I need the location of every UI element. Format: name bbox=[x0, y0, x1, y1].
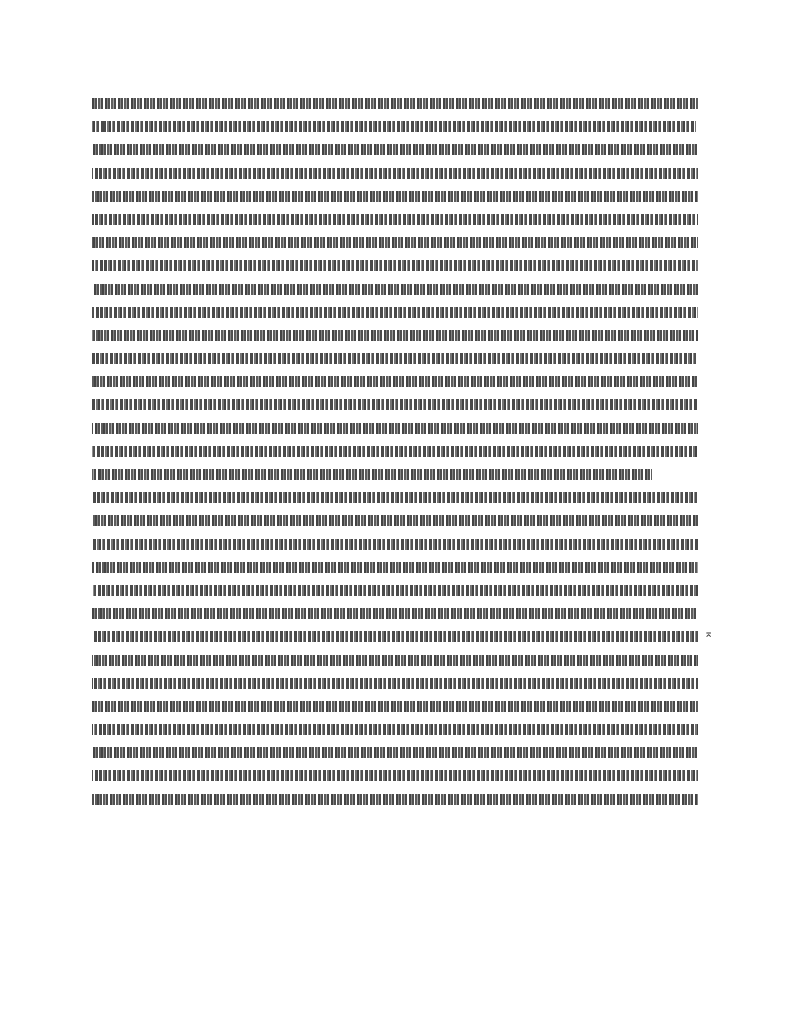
text-line bbox=[92, 607, 700, 620]
text-glyph-run bbox=[92, 678, 698, 689]
text-line bbox=[92, 561, 700, 574]
text-line bbox=[92, 167, 700, 180]
text-glyph-run bbox=[92, 539, 698, 550]
text-glyph-run bbox=[92, 376, 698, 387]
text-glyph-run bbox=[92, 469, 652, 480]
text-line bbox=[92, 422, 700, 435]
text-line bbox=[92, 769, 700, 782]
body-text-block bbox=[92, 97, 700, 816]
text-glyph-run bbox=[92, 191, 698, 202]
text-line bbox=[92, 630, 700, 643]
text-line bbox=[92, 190, 700, 203]
text-glyph-run bbox=[92, 121, 696, 132]
text-glyph-run bbox=[92, 284, 698, 295]
text-glyph-run bbox=[92, 307, 698, 318]
text-glyph-run bbox=[92, 770, 698, 781]
text-glyph-run bbox=[92, 747, 698, 758]
text-line bbox=[92, 329, 700, 342]
text-glyph-run bbox=[92, 168, 698, 179]
text-glyph-run bbox=[92, 492, 698, 503]
text-line bbox=[92, 538, 700, 551]
margin-mark: ⌅ bbox=[704, 627, 714, 640]
text-line bbox=[92, 97, 700, 110]
text-line bbox=[92, 398, 700, 411]
text-glyph-run bbox=[92, 353, 698, 364]
text-glyph-run bbox=[92, 423, 698, 434]
text-glyph-run bbox=[92, 237, 698, 248]
text-line bbox=[92, 491, 700, 504]
text-glyph-run bbox=[92, 701, 698, 712]
text-glyph-run bbox=[92, 330, 698, 341]
text-glyph-run bbox=[92, 144, 698, 155]
text-glyph-run bbox=[92, 399, 698, 410]
text-line bbox=[92, 677, 700, 690]
text-line bbox=[92, 306, 700, 319]
text-glyph-run bbox=[92, 724, 698, 735]
text-line bbox=[92, 723, 700, 736]
text-line bbox=[92, 468, 700, 481]
text-line bbox=[92, 584, 700, 597]
text-line bbox=[92, 700, 700, 713]
text-line bbox=[92, 120, 700, 133]
text-glyph-run bbox=[92, 585, 698, 596]
text-glyph-run bbox=[92, 631, 698, 642]
text-glyph-run bbox=[92, 446, 698, 457]
text-line bbox=[92, 283, 700, 296]
text-glyph-run bbox=[92, 608, 698, 619]
text-line bbox=[92, 793, 700, 806]
text-glyph-run bbox=[92, 260, 698, 271]
text-glyph-run bbox=[92, 655, 698, 666]
text-line bbox=[92, 143, 700, 156]
text-glyph-run bbox=[92, 794, 698, 805]
text-line bbox=[92, 259, 700, 272]
text-glyph-run bbox=[92, 515, 698, 526]
text-glyph-run bbox=[92, 562, 698, 573]
text-glyph-run bbox=[92, 214, 698, 225]
text-line bbox=[92, 445, 700, 458]
text-glyph-run bbox=[92, 98, 698, 109]
text-line bbox=[92, 654, 700, 667]
text-line bbox=[92, 236, 700, 249]
text-line bbox=[92, 352, 700, 365]
text-line bbox=[92, 375, 700, 388]
text-line bbox=[92, 213, 700, 226]
text-line bbox=[92, 514, 700, 527]
text-line bbox=[92, 746, 700, 759]
